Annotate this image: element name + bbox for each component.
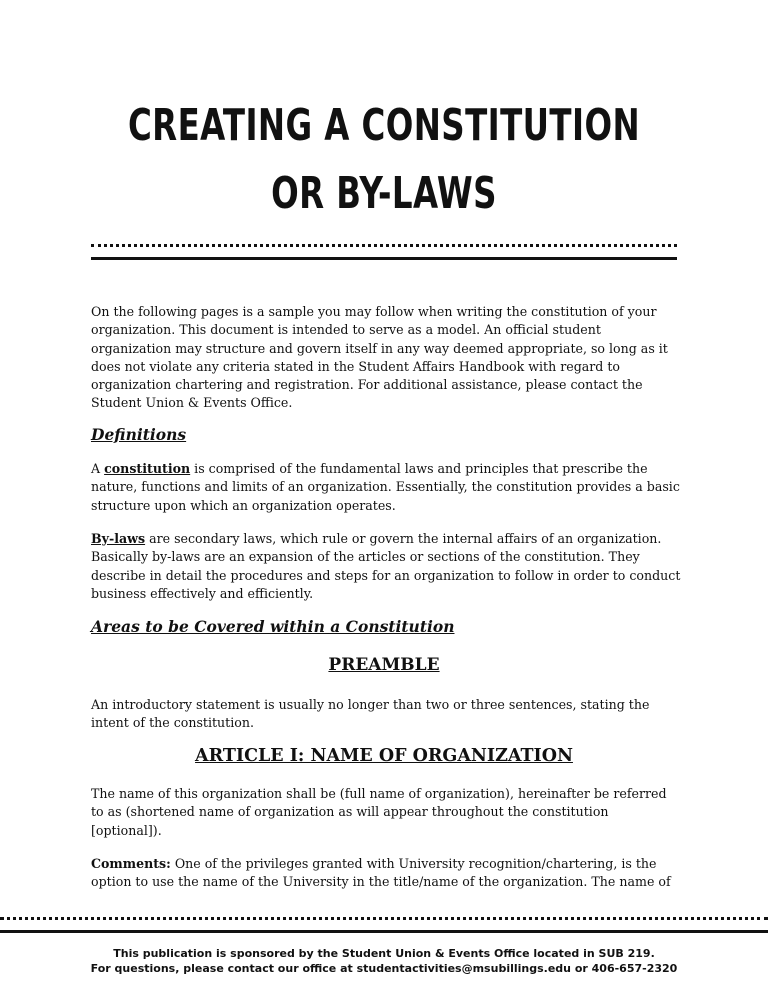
preamble-text: An introductory statement is usually no longer than two or three sentences, stating the intent of the constitution. <box>91 697 650 731</box>
constitution-definition <box>91 460 681 515</box>
comments-paragraph <box>91 855 681 892</box>
dotted-divider-bottom <box>0 917 768 920</box>
areas-heading: Areas to be Covered within a Constitution <box>91 617 455 636</box>
title-line-1: CREATING A CONSTITUTION <box>127 100 641 151</box>
article-1-heading: ARTICLE I: NAME OF ORGANIZATION <box>195 746 573 766</box>
constitution-text: is comprised of the fundamental laws and principles that prescribe the nature, functions and limits of an organization. Essentially, the constitution provides a basic structure upon which an organization operates. <box>91 461 680 513</box>
constitution-term: constitution <box>104 461 191 476</box>
bylaws-definition <box>91 530 681 603</box>
intro-paragraph: On the following pages is a sample you may follow when writing the constitution of your organization. This document is intended to serve as a model. An official student organization may structure and govern itself in any way deemed appropriate, so long as it does not violate any criteria stated in the Student Affairs Handbook with regard to organization chartering and registration. For additional assistance, please contact the Student Union & Events Office. <box>91 304 668 411</box>
footer-line-1: This publication is sponsored by the Student Union & Events Office located in SUB 219. <box>113 947 655 960</box>
comments-label: Comments: <box>91 856 171 871</box>
solid-divider-top <box>91 257 677 260</box>
article-1-text: The name of this organization shall be (full name of organization), hereinafter be referred to as (shortened name of organization as will appear throughout the constitution [optional]). <box>91 786 667 838</box>
comments-text: One of the privileges granted with University recognition/chartering, is the option to use the name of the University in the title/name of the organization. The name of <box>91 856 671 890</box>
solid-divider-bottom <box>0 930 768 933</box>
dotted-divider-top <box>91 244 677 247</box>
title-line-2: OR BY-LAWS <box>271 168 497 219</box>
definitions-heading: Definitions <box>91 425 187 444</box>
bylaws-text: are secondary laws, which rule or govern the internal affairs of an organization. Basically by-laws are an expansion of the articles or sections of the constitution. They describe in detail the procedures and steps for an organization to follow in order to conduct business effectively and efficiently. <box>91 531 681 601</box>
bylaws-term: By-laws <box>91 531 146 546</box>
footer-line-2: For questions, please contact our office at studentactivities@msubillings.edu or 406-657-2320 <box>90 962 678 975</box>
constitution-prefix: A <box>91 461 105 476</box>
preamble-heading: PREAMBLE <box>328 655 440 675</box>
